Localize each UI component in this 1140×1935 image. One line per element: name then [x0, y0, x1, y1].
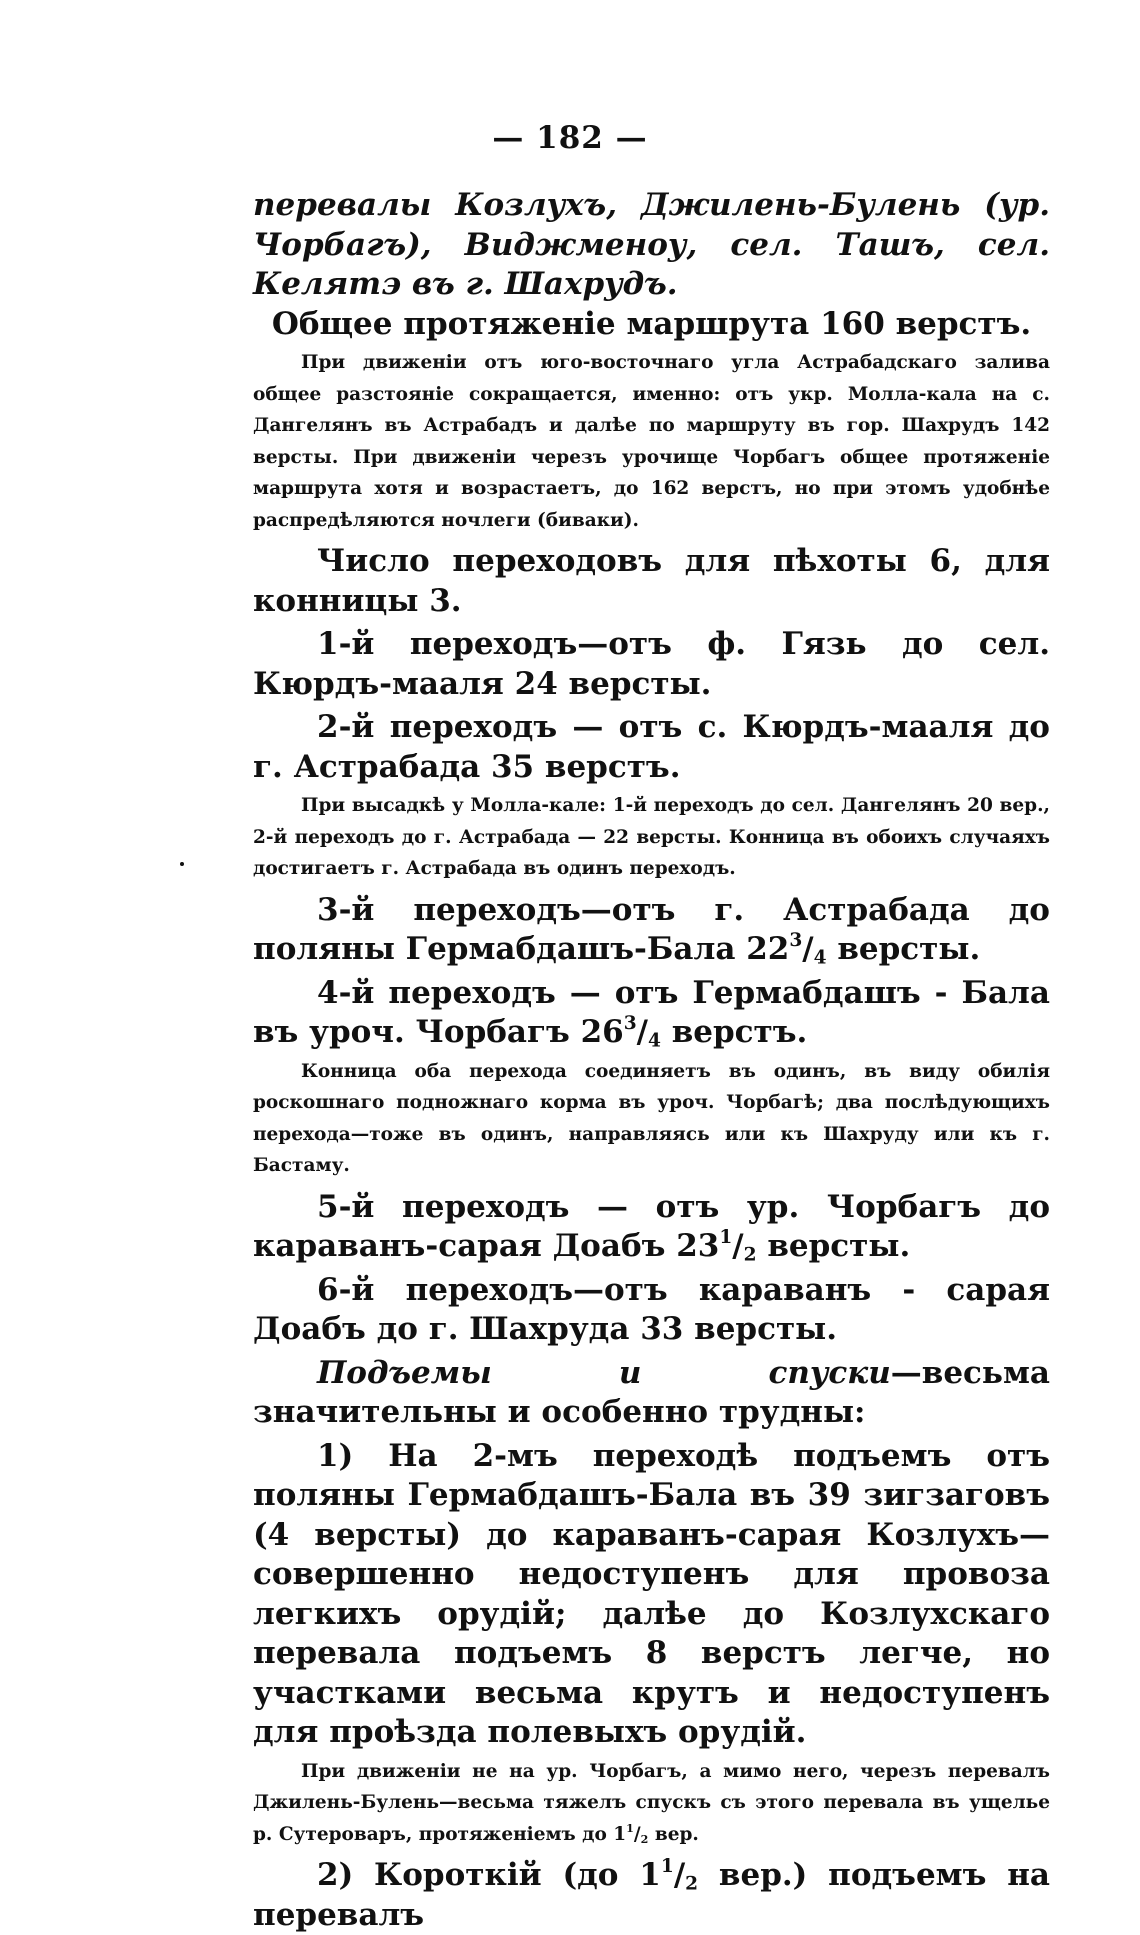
- march-text: 5-й переходъ — отъ ур. Чорбагъ до караванъ-сарая Доабъ 23: [253, 1188, 1050, 1264]
- total-length: Общее протяженіе маршрута 160 верстъ.: [271, 305, 1032, 342]
- ascents-italic: Подъемы и спуски: [317, 1354, 891, 1391]
- march-4: 4-й переходъ — отъ Гермабдашъ - Бала въ уроч. Чорбагъ $26^3/_4$ верстъ.: [253, 974, 1050, 1052]
- page-body: [253, 186, 1050, 1935]
- march-5: 5-й переходъ — отъ ур. Чорбагъ до караванъ-сарая Доабъ $23^1/_2$ версты.: [253, 1188, 1050, 1266]
- ink-speck: [180, 862, 184, 866]
- ascent-tail: вер.) подъемъ на перевалъ: [253, 1857, 1050, 1933]
- ascent-text: 2) Короткій (до 1: [317, 1857, 661, 1893]
- footnote-tail: вер.: [648, 1823, 699, 1845]
- fraction-numerator: 1: [719, 1226, 733, 1248]
- march-3: 3-й переходъ—отъ г. Астрабада до поляны Гермабдашъ-Бала $22^3/_4$ версты.: [253, 891, 1050, 969]
- march-text: 3-й переходъ—отъ г. Астрабада до поляны Гермабдашъ-Бала 22: [253, 891, 1050, 967]
- march-2: 2-й переходъ — отъ с. Кюрдъ-мааля до г. Астрабада 35 верстъ.: [253, 709, 1050, 785]
- ascents-heading: [253, 1354, 1050, 1433]
- fraction-numerator: 3: [789, 929, 803, 951]
- march-text: 4-й переходъ — отъ Гермабдашъ - Бала въ уроч. Чорбагъ 26: [253, 974, 1050, 1050]
- marches-count: Число переходовъ для пѣхоты 6, для конницы 3.: [253, 543, 1050, 619]
- footnote-paragraph: Конница оба перехода соединяетъ въ одинъ, въ виду обилія роскошнаго подножнаго корма въ уроч. Чорбагѣ; два послѣдующихъ перехода—тоже въ одинъ, направляясь или къ Шахруду или къ г. Бастаму.: [253, 1060, 1050, 1176]
- footnote-paragraph: При высадкѣ у Молла-кале: 1-й переходъ до сел. Дангелянъ 20 вер., 2-й переходъ до г. Астрабада — 22 версты. Конница въ обоихъ случаяхъ достигаетъ г. Астрабада въ одинъ переходъ.: [253, 795, 1050, 879]
- fraction-numerator: 1: [660, 1855, 674, 1877]
- fraction-denominator: 2: [743, 1244, 757, 1266]
- footnote-paragraph: При движеніи отъ юго-восточнаго угла Астрабадскаго залива общее разстояніе сокращается, именно: отъ укр. Молла-кала на с. Дангелянъ въ Астрабадъ и далѣе по маршруту въ гор. Шахрудъ 142 версты. При движеніи черезъ урочище Чорбагъ общее протяженіе маршрута хотя и возрастаетъ, до 162 верстъ, но при этомъ удобнѣе распредѣляются ночлеги (биваки).: [253, 352, 1050, 531]
- ascent-1: 1) На 2-мъ переходѣ подъемъ отъ поляны Гермабдашъ-Бала въ 39 зигзаговъ (4 версты) до караванъ-сарая Козлухъ—совершенно недоступенъ для провоза легкихъ орудій; далѣе до Козлухскаго перевала подъемъ 8 верстъ легче, но участками весьма крутъ и недоступенъ для проѣзда полевыхъ орудій.: [253, 1437, 1050, 1750]
- fraction-denominator: 4: [813, 947, 827, 969]
- route-continuation: перевалы Козлухъ, Джилень-Булень (ур. Чорбагъ), Виджменоу, сел. Ташъ, сел. Келятэ въ г. Шахрудъ.: [253, 187, 1050, 302]
- march-tail: версты.: [826, 931, 981, 967]
- fraction-numerator: 3: [623, 1012, 637, 1034]
- footnote-paragraph: При движеніи не на ур. Чорбагъ, а мимо него, черезъ перевалъ Джилень-Булень—весьма тяжелъ спускъ съ этого перевала въ ущелье р. Сутероваръ, протяженіемъ до $1^1/_2$ вер.: [253, 1760, 1050, 1846]
- march-6: 6-й переходъ—отъ караванъ - сарая Доабъ до г. Шахруда 33 версты.: [253, 1271, 1050, 1347]
- ascent-2: 2) Короткій (до $1^1/_2$ вер.) подъемъ на перевалъ: [253, 1855, 1050, 1933]
- footnote-text: При движеніи не на ур. Чорбагъ, а мимо него, черезъ перевалъ Джилень-Булень—весьма тяжелъ спускъ съ этого перевала въ ущелье р. Сутероваръ, протяженіемъ до 1: [253, 1760, 1050, 1845]
- fraction-denominator: 2: [640, 1832, 649, 1846]
- page-number: — 182 —: [492, 120, 648, 156]
- march-1: 1-й переходъ—отъ ф. Гязь до сел. Кюрдъ-мааля 24 версты.: [253, 626, 1050, 702]
- march-tail: версты.: [756, 1228, 911, 1264]
- fraction-denominator: 2: [685, 1873, 699, 1895]
- fraction-numerator: 1: [626, 1821, 634, 1835]
- ascents-rest: —весьма значительны и особенно трудны:: [253, 1354, 1050, 1430]
- march-tail: верстъ.: [660, 1014, 808, 1050]
- fraction-denominator: 4: [648, 1030, 661, 1052]
